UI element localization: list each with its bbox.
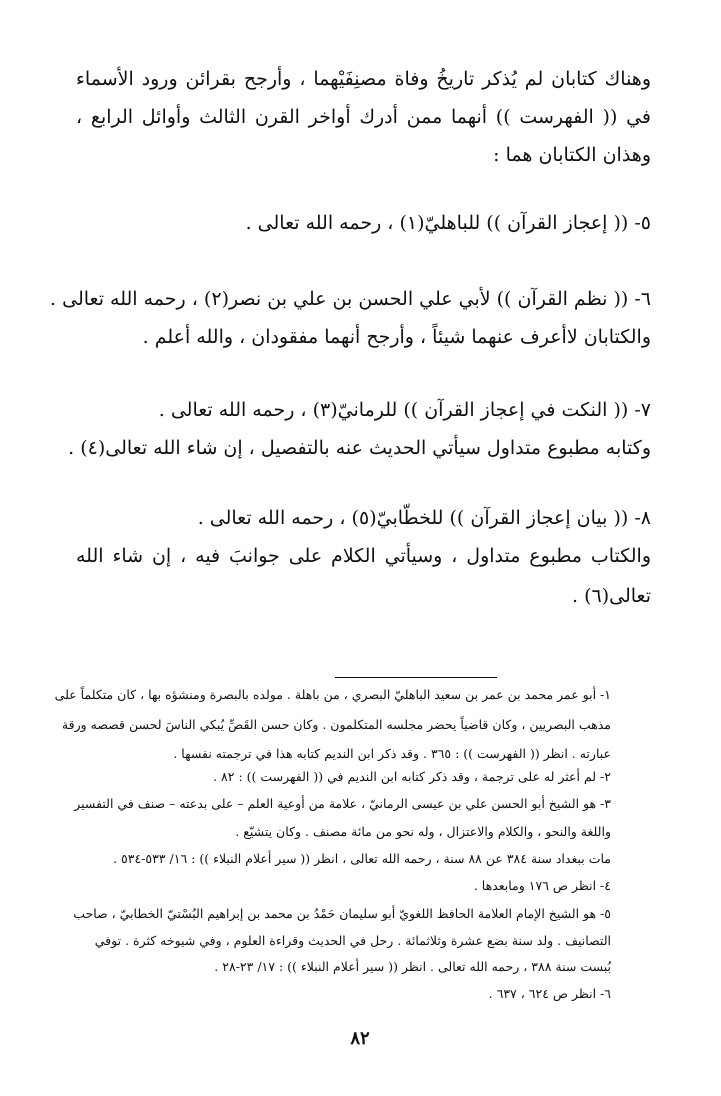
footnote-1-line-2: مذهب البصريين ، وكان قاضياً يحضر مجلسه المتكلمون . وكان حسن القَصِّ يُبكي الناسَ لحسن قصصه ورقة [61, 717, 611, 732]
footnote-3-line-2: واللغة والنحو ، والكلام والاعتزال ، وله نحو من مائة مصنف . وكان يتشيّع . [235, 824, 611, 839]
footnote-3-line-1: ٣- هو الشيخ أبو الحسن علي بن عيسى الرمانيّ ، علامة من أوعية العلم – على بدعته – صنف في التفسير [74, 796, 611, 811]
footnote-1-line-3: عبارته . انظر (( الفهرست )) : ٣٦٥ . وقد ذكر ابن النديم كتابه هذا في ترجمته نفسها . [173, 746, 611, 761]
footnote-6: ٦- انظر ص ٦٢٤ ، ٦٣٧ . [488, 986, 611, 1001]
list-item-7-note: وكتابه مطبوع متداول سيأتي الحديث عنه بالتفصيل ، إن شاء الله تعالى(٤) . [68, 437, 651, 459]
list-item-6: ٦- (( نظم القرآن )) لأبي علي الحسن بن علي بن نصر(٢) ، رحمه الله تعالى . [50, 288, 651, 310]
footnote-3-line-3: مات ببغداد سنة ٣٨٤ عن ٨٨ سنة ، رحمه الله تعالى ، انظر (( سير أعلام النبلاء )) : ١٦/ ٥٣٣-٥٣٤ . [113, 851, 611, 866]
footnote-4: ٤- انظر ص ١٧٦ ومابعدها . [473, 878, 611, 893]
footnote-1-line-1: ١- أبو عمر محمد بن عمر بن سعيد الباهليّ البصري ، من باهلة . مولده بالبصرة ومنشؤه بها ، كان متكلماً على [54, 687, 611, 702]
list-item-7: ٧- (( النكت في إعجاز القرآن )) للرمانيّ(٣) ، رحمه الله تعالى . [158, 399, 651, 421]
footnote-5-line-1: ٥- هو الشيخ الإمام العلامة الحافظ اللغويّ أبو سليمان حَمْدُ بن محمد بن إبراهيم البُسْتيّ الخطابيّ ، صاحب [73, 906, 611, 921]
list-item-8: ٨- (( بيان إعجاز القرآن )) للخطّابيّ(٥) ، رحمه الله تعالى . [197, 507, 651, 529]
footnote-separator [335, 677, 497, 678]
page-number: ٨٢ [350, 1028, 370, 1049]
list-item-6-note: والكتابان لاأعرف عنهما شيئاً ، وأرجح أنهما مفقودان ، والله أعلم . [142, 326, 651, 348]
intro-paragraph: وهناك كتابان لم يُذكر تاريخُ وفاة مصنِفَيْهما ، وأرجح بقرائن ورود الأسماء في (( الفهرست )) أنهما ممن أدرك أواخر القرن الثالث وأوائل الرابع ، وهذان الكتابان هما : [76, 68, 651, 166]
footnote-5-line-2: التصانيف . ولد سنة بضع عشرة وثلاثمائة . رحل في الحديث وقراءة العلوم ، وفي شيوخه كثرة . توفي [94, 933, 611, 948]
list-item-8-note: والكتاب مطبوع متداول ، وسيأتي الكلام على جوانبَ فيه ، إن شاء الله تعالى(٦) . [76, 545, 651, 607]
list-item-5: ٥- (( إعجاز القرآن )) للباهليّ(١) ، رحمه الله تعالى . [245, 212, 651, 234]
footnote-2: ٢- لم أعثر له على ترجمة ، وقد ذكر كتابه ابن النديم في (( الفهرست )) : ٨٢ . [213, 769, 611, 784]
footnote-5-line-3: بُبست سنة ٣٨٨ ، رحمه الله تعالى . انظر (( سير أعلام النبلاء )) : ١٧/ ٢٣-٢٨ . [214, 959, 611, 974]
